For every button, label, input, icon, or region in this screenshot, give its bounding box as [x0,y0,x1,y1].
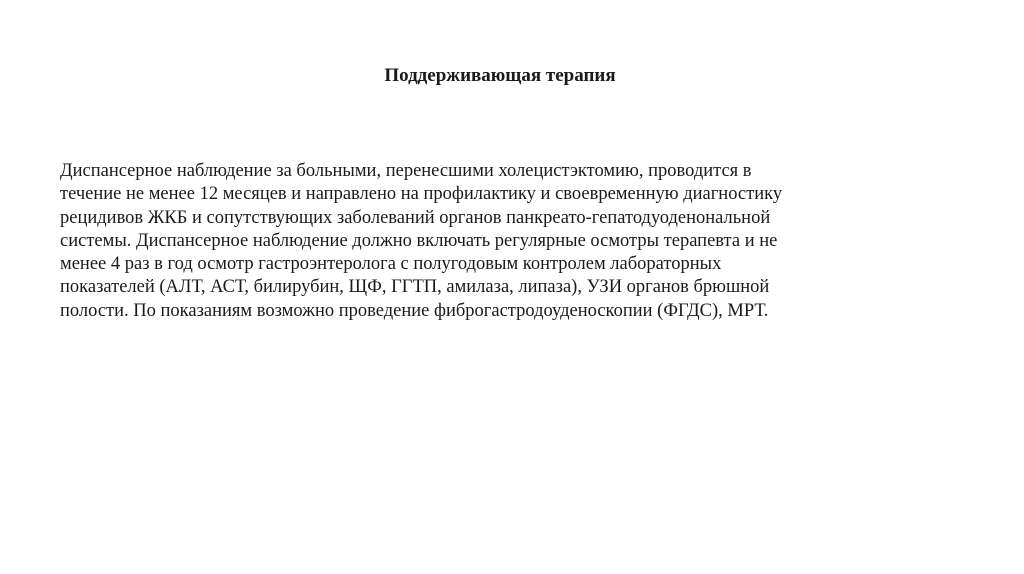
body-line: менее 4 раз в год осмотр гастроэнтеролога с полугодовым контролем лабораторных [60,254,722,275]
slide-title: Поддерживающая терапия [384,65,616,86]
slide-body-text [60,160,920,323]
body-line: рецидивов ЖКБ и сопутствующих заболеваний органов панкреато-гепатодуоденональной [60,207,771,228]
body-line: системы. Диспансерное наблюдение должно включать регулярные осмотры терапевта и не [60,230,778,251]
body-line: полости. По показаниям возможно проведение фиброгастродоуденоскопии (ФГДС), МРТ. [60,300,769,321]
body-line: показателей (АЛТ, АСТ, билирубин, ЩФ, ГГТП, амилаза, липаза), УЗИ органов брюшной [60,277,770,298]
body-line: Диспансерное наблюдение за больными, перенесшими холецистэктомию, проводится в [60,161,752,181]
body-line: течение не менее 12 месяцев и направлено на профилактику и своевременную диагностику [60,184,783,205]
